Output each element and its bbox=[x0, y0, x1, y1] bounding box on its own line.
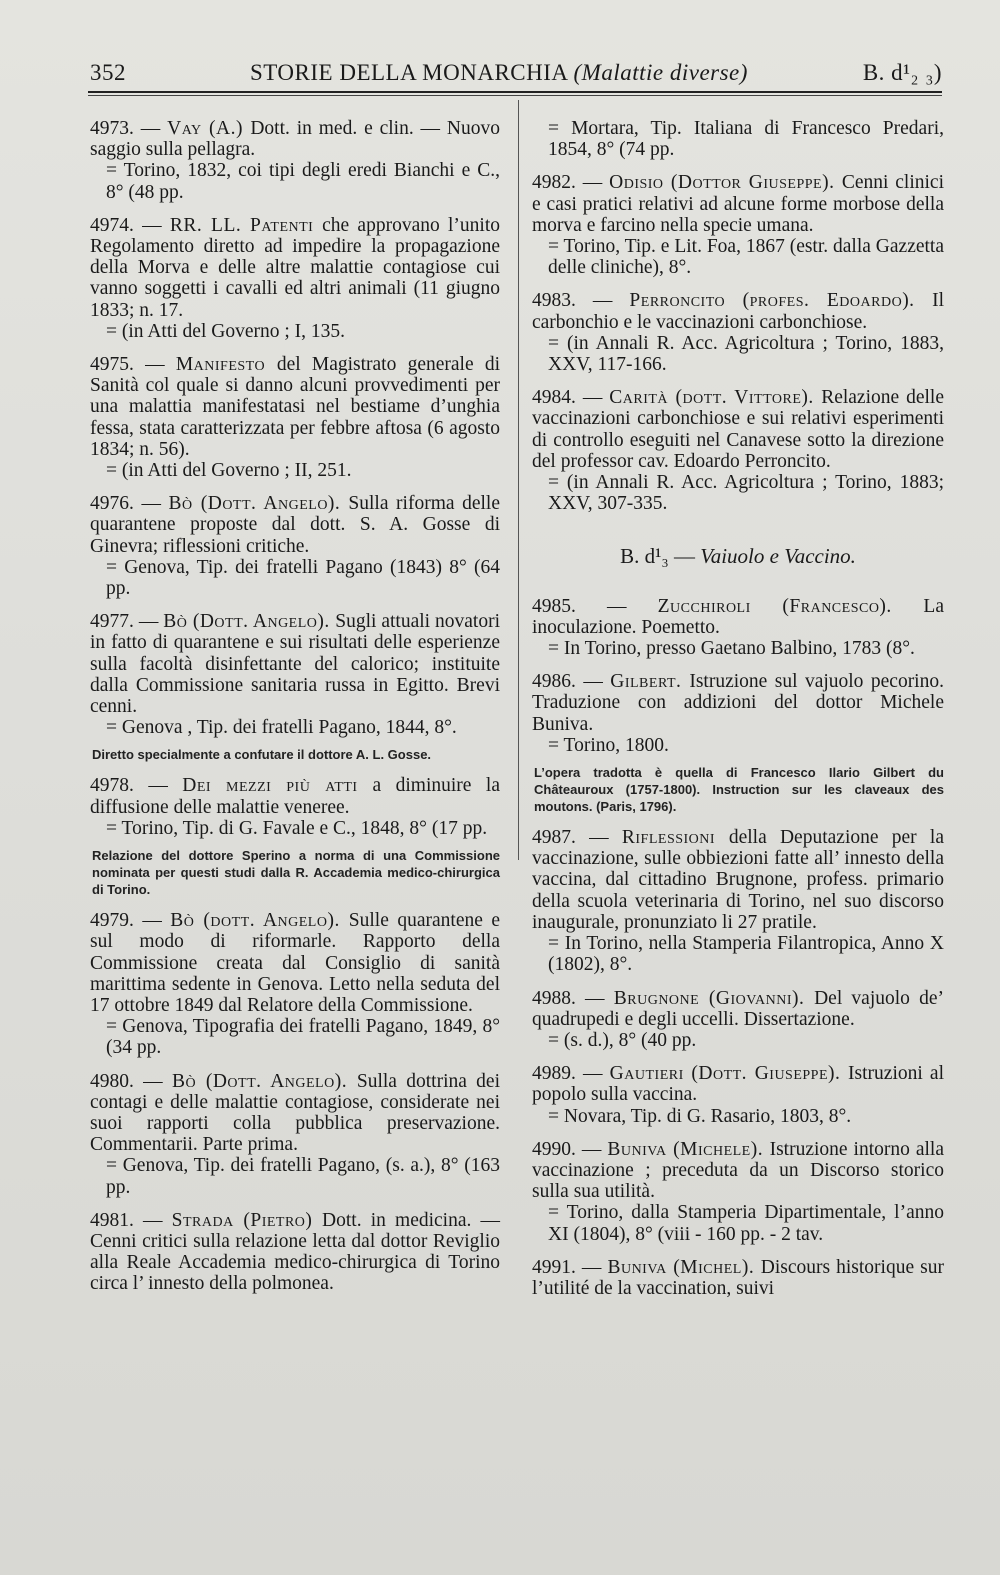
entry-number: 4986. — bbox=[532, 671, 611, 693]
bibliography-entry bbox=[532, 1063, 944, 1127]
entry-imprint: = (s. d.), 8° (40 pp. bbox=[548, 1029, 697, 1051]
entry-author: Gilbert. bbox=[610, 671, 690, 693]
entry-author: Carità (dott. Vittore). bbox=[609, 387, 822, 409]
bibliography-entry bbox=[532, 596, 944, 660]
bibliography-entry bbox=[532, 172, 944, 278]
entry-note: Relazione del dottore Sperino a norma di una Commissione nominata per questi studi dalla R. Accademia medico-chirurgica di Torino. bbox=[92, 848, 500, 898]
entry-title: Dott. in medicina. — Cenni critici sulla relazione letta dal dottor Reviglio alla Reale Accademia medico-chirurgica di Torino circa l’ innesto della polmonea. bbox=[90, 1209, 501, 1295]
section-heading: B. d¹₃ — Vaiuolo e Vaccino. bbox=[620, 544, 856, 569]
entry-number: 4988. — bbox=[532, 987, 614, 1009]
entry-author: RR. LL. Patenti bbox=[169, 214, 323, 236]
entry-title: Dott. in med. e clin. — Nuovo saggio sulla pellagra. bbox=[90, 118, 501, 161]
header-rule bbox=[88, 91, 942, 96]
entry-title: Sulla riforma delle quarantene proposte dal dott. S. A. Gosse di Ginevra; riflessioni critiche. bbox=[90, 493, 501, 557]
entry-imprint: = Genova, Tip. dei fratelli Pagano, (s. a.), 8° (163 pp. bbox=[106, 1155, 500, 1198]
page-number: 352 bbox=[90, 60, 126, 85]
entry-number: 4990. — bbox=[532, 1138, 608, 1160]
entry-author: Odisio (Dottor Giuseppe). bbox=[609, 172, 842, 194]
entry-author: Bò (dott. Angelo). bbox=[170, 910, 349, 932]
entry-imprint: = Genova, Tipografia dei fratelli Pagano, 1849, 8° (34 pp. bbox=[106, 1016, 500, 1059]
entry-title: Sulle quarantene e sul modo di riformarle. Rapporto della Commissione creata dal Consiglio di sanità marittima sedente in Genova. Letto nella seduta del 17 ottobre 1849 dal Relatore della Commissione. bbox=[90, 910, 500, 1016]
entry-number: 4980. — bbox=[90, 1070, 172, 1092]
entry-title: Sulla dottrina dei contagi e delle malattie contagiose, considerate nei suoi rapporti colla pubblica preservazione. Commentarii. Parte prima. bbox=[90, 1070, 500, 1156]
entry-number: 4989. — bbox=[532, 1063, 610, 1085]
entry-imprint: = (in Annali R. Acc. Agricoltura ; Torino, 1883, XXV, 117-166. bbox=[548, 332, 944, 376]
bibliography-entry bbox=[532, 827, 944, 975]
bibliography-entry bbox=[90, 1071, 500, 1198]
entry-title: Istruzione intorno alla vaccinazione ; preceduta da un Discorso storico sulla sua utilità. bbox=[532, 1138, 945, 1203]
entry-imprint: = Mortara, Tip. Italiana di Francesco Predari, 1854, 8° (74 pp. bbox=[548, 118, 944, 161]
entry-author: Riflessioni bbox=[621, 827, 729, 849]
bibliography-entry bbox=[532, 988, 944, 1052]
entry-imprint: = In Torino, nella Stamperia Filantropica, Anno X (1802), 8°. bbox=[548, 933, 944, 976]
entry-imprint: = Torino, Tip. e Lit. Foa, 1867 (estr. dalla Gazzetta delle cliniche), 8°. bbox=[548, 236, 944, 279]
entry-number: 4981. — bbox=[90, 1209, 172, 1231]
entry-note: L’opera tradotta è quella di Francesco Ilario Gilbert du Châteauroux (1757-1800). Instruction sur les claveaux des moutons. (Paris, 1796). bbox=[534, 765, 944, 815]
entry-title: Relazione delle vaccinazioni carbonchiose e sui relativi esperimenti di controllo eseguiti nel Canavese sotto la direzione del professor cav. Edoardo Perroncito. bbox=[532, 387, 944, 472]
entry-author: Manifesto bbox=[175, 354, 277, 376]
entry-title: Del vajuolo de’ quadrupedi e degli uccelli. Dissertazione. bbox=[532, 987, 945, 1030]
entry-author: Buniva (Michele). bbox=[607, 1138, 770, 1160]
entry-imprint: = (in Atti del Governo ; I, 135. bbox=[106, 320, 346, 342]
entry-title: Istruzione sul vajuolo pecorino. Traduzione con addizioni del dottor Michele Buniva. bbox=[532, 671, 944, 735]
entry-number: 4991. — bbox=[532, 1256, 608, 1278]
entry-number: 4976. — bbox=[90, 493, 169, 515]
entry-number: 4982. — bbox=[532, 172, 610, 194]
entry-title: Istruzioni al popolo sulla vaccina. bbox=[532, 1063, 945, 1106]
entry-imprint: = (in Annali R. Acc. Agricoltura ; Torino, 1883; XXV, 307-335. bbox=[548, 472, 944, 515]
entry-author: Vay (A.) bbox=[167, 118, 251, 139]
entry-imprint: = (in Atti del Governo ; II, 251. bbox=[106, 460, 352, 482]
bibliography-entry bbox=[90, 910, 500, 1058]
entry-number: 4985. — bbox=[532, 595, 658, 617]
entry-number: 4984. — bbox=[532, 387, 610, 409]
entry-imprint: = Genova, Tip. dei fratelli Pagano (1843) 8° (64 pp. bbox=[106, 556, 500, 600]
entry-title: Il carbonchio e le vaccinazioni carbonchiose. bbox=[532, 290, 944, 333]
entry-imprint: = Torino, Tip. di G. Favale e C., 1848, 8° (17 pp. bbox=[106, 817, 488, 839]
bibliography-entry bbox=[532, 1257, 944, 1299]
entry-title: a diminuire la diffusione delle malattie veneree. bbox=[90, 775, 500, 818]
bibliography-entry bbox=[90, 215, 500, 342]
entry-author: Brugnone (Giovanni). bbox=[613, 987, 815, 1009]
entry-author: Bò (Dott. Angelo). bbox=[163, 611, 336, 633]
entry-note: Diretto specialmente a confutare il dottore A. L. Gosse. bbox=[92, 747, 432, 763]
entry-author: Zucchiroli (Francesco). bbox=[657, 595, 924, 617]
running-title: STORIE DELLA MONARCHIA (Malattie diverse) bbox=[250, 60, 748, 85]
entry-author: Strada (Pietro) bbox=[171, 1209, 323, 1231]
entry-number: 4978. — bbox=[90, 775, 183, 797]
bibliography-entry bbox=[532, 1139, 944, 1245]
entry-author: Bò (Dott. Angelo). bbox=[168, 493, 349, 515]
entry-title: Cenni clinici e casi pratici relativi ad alcune forme morbose della morva e farcino nella specie umana. bbox=[532, 172, 945, 236]
column-separator bbox=[518, 100, 519, 860]
entry-title: Discours historique sur l’utilité de la vaccination, suivi bbox=[532, 1256, 944, 1299]
left-column bbox=[90, 118, 500, 1307]
bibliography-entry bbox=[90, 775, 500, 839]
entry-number: 4983. — bbox=[532, 290, 630, 312]
entry-author: Perroncito (profes. Edoardo). bbox=[629, 290, 933, 312]
bibliography-entry bbox=[90, 611, 500, 738]
entry-number: 4977. — bbox=[90, 611, 164, 633]
entry-imprint: = In Torino, presso Gaetano Balbino, 1783 (8°. bbox=[548, 638, 915, 660]
bibliography-entry bbox=[532, 387, 944, 514]
entry-number: 4974. — bbox=[90, 214, 170, 236]
entry-author: Gautieri (Dott. Giuseppe). bbox=[609, 1063, 849, 1085]
right-column bbox=[532, 118, 944, 1311]
section-code: B. d¹₂ ₃) bbox=[862, 60, 942, 85]
entry-imprint: = Novara, Tip. di G. Rasario, 1803, 8°. bbox=[548, 1105, 852, 1127]
entry-author: Bò (Dott. Angelo). bbox=[171, 1070, 357, 1092]
entry-title: La inoculazione. Poemetto. bbox=[532, 595, 944, 638]
running-header bbox=[88, 56, 942, 90]
bibliography-entry bbox=[90, 493, 500, 599]
entry-imprint: = Torino, 1800. bbox=[548, 734, 669, 756]
entry-number: 4979. — bbox=[90, 910, 171, 932]
bibliography-entry bbox=[90, 118, 500, 203]
bibliography-entry bbox=[532, 671, 944, 756]
entry-number: 4975. — bbox=[90, 354, 176, 376]
entry-title: Sugli attuali novatori in fatto di quarantene e sui risultati delle esperienze sulla facoltà disinfettante del calorico; instituite dalla Commissione sanitaria russa in Egitto. Brevi cenni. bbox=[90, 611, 501, 718]
entry-imprint: = Torino, 1832, coi tipi degli eredi Bianchi e C., 8° (48 pp. bbox=[106, 160, 500, 203]
entry-imprint: = Genova , Tip. dei fratelli Pagano, 1844, 8°. bbox=[106, 717, 457, 739]
entry-number: 4973. — bbox=[90, 118, 168, 139]
entry-title: che approvano l’unito Regolamento diretto ad impedire la propagazione della Morva e delle altre malattie contagiose cui vanno soggetti i cavalli ed altri animali (11 giugno 1833; n. 17. bbox=[90, 214, 500, 321]
bibliography-entry bbox=[90, 1210, 500, 1295]
entry-title: della Deputazione per la vaccinazione, sulle obbiezioni fatte all’ innesto della vaccina, dal cittadino Brugnone, profess. primario della scuola veterinaria di Torino, nel suo discorso inaugurale, pronunziato li 27 pratile. bbox=[532, 827, 944, 933]
entry-title: del Magistrato generale di Sanità col quale si danno alcuni provvedimenti per una malattia manifestatasi nel bestiame d’unghia fessa, stata caratterizzata per febbre aftosa (6 agosto 1834; n. 56). bbox=[90, 354, 500, 460]
entry-author: Buniva (Michel). bbox=[607, 1256, 761, 1278]
entry-author: Dei mezzi più atti bbox=[182, 775, 373, 797]
bibliography-entry bbox=[532, 290, 944, 375]
entry-imprint: = Torino, dalla Stamperia Dipartimentale, l’anno XI (1804), 8° (viii - 160 pp. - 2 tav. bbox=[548, 1202, 944, 1245]
bibliography-entry bbox=[532, 118, 944, 160]
entry-number: 4987. — bbox=[532, 827, 622, 849]
bibliography-entry bbox=[90, 354, 500, 481]
